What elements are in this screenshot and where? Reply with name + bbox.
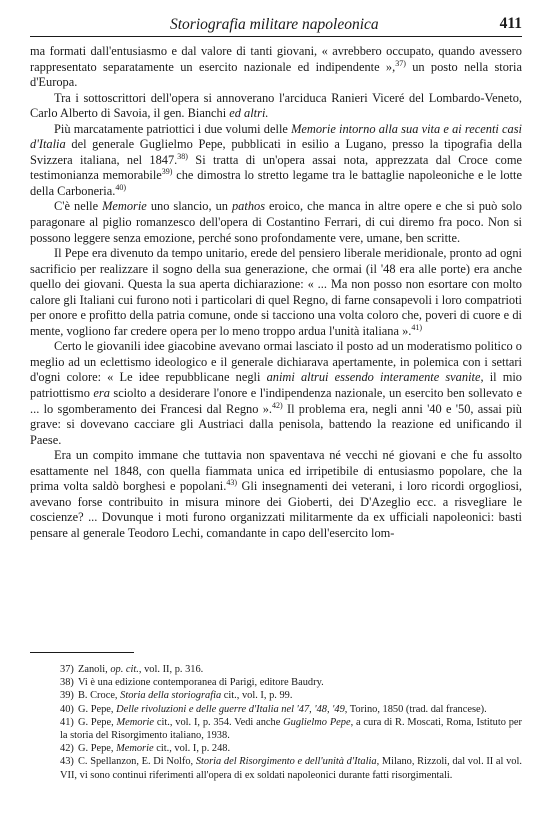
text-run: un posto nella storia d'Europa. (30, 59, 522, 90)
footnote-number: 42) (60, 743, 74, 755)
text-run: Il problema era, negli anni '40 e '50, assai più grave: si dovevano cacciare gli Austriaci dalla penisola, battendo la reazione ed unificando il Paese. (30, 401, 522, 447)
footnote-separator (30, 652, 134, 653)
footnote (30, 703, 522, 716)
text-run: Certo le giovanili idee giacobine avevano ormai lasciato il posto ad un moderatismo politico o meglio ad un eclettismo ideologico e il generale dichiarava apertamente, in polemica con i settari d'ogni colore: « Le idee repubblicane negli (30, 339, 522, 385)
footnote-reference: 40) (115, 182, 126, 192)
text-run: , Milano, Rizzoli, dal vol. II al vol. VII, vi sono continui riferimenti all'opera di ex soldati napoleonici durante fatti risorgimentali. (60, 756, 522, 781)
paragraph (30, 122, 522, 200)
footnote-number: 39) (60, 690, 74, 702)
text-run: del generale Guglielmo Pepe, pubblicati in esilio a Lugano, presso la tipografia della Svizzera italiana, nel 1847. (30, 137, 522, 167)
italic-text: era (93, 386, 110, 401)
running-title: Storiografia militare napoleonica (170, 16, 379, 33)
text-run: cit., vol. I, p. 354. Vedi anche (154, 716, 284, 728)
paragraph (30, 448, 522, 541)
text-run: Zanoli, (78, 664, 111, 675)
text-run: ma formati dall'entusiasmo e dal valore di tanti giovani, « avrebbero occupato, quando avessero rappresentato separatamente un esercito nazionale ed indipendente », (30, 44, 522, 74)
text-run: sciolto a desiderare l'onore e l'indipendenza nazionale, un esercito ben sollevato e ... lo sgomberamento dei Francesi dal Regno ». (30, 386, 523, 416)
page-header (30, 14, 522, 38)
footnote-reference: 37) (395, 58, 406, 68)
footnote (30, 676, 522, 689)
text-run: cit., vol. I, p. 99. (221, 690, 293, 702)
text-run: C'è nelle (54, 199, 103, 214)
text-run: Più marcatamente patriottici i due volumi delle (54, 121, 292, 136)
italic-text: Memorie intorno alla sua vita e ai recenti casi d'Italia (30, 121, 522, 152)
text-run: , a cura di R. Moscati, Roma, Istituto per la storia del Risorgimento italiano, 1938. (60, 716, 523, 742)
footnotes (30, 663, 522, 782)
paragraph (30, 199, 522, 246)
text-run: eroico, che manca in altre opere e che si può solo paragonare al piglio romanzesco dell'opera di Costantino Ferrari, di cui diremo fra poco. Non si possono leggere senza emozione, perché sono profondamente vere, umane, ben scritte. (30, 199, 522, 245)
footnote-number: 40) (60, 703, 74, 715)
text-run: , Torino, 1850 (trad. dal francese). (344, 703, 487, 715)
footnote-number: 38) (60, 677, 74, 689)
footnote-reference: 41) (411, 322, 423, 332)
body-text (30, 44, 522, 542)
footnote-reference: 39) (161, 167, 173, 177)
text-run: uno slancio, un (146, 199, 232, 214)
text-run: G. Pepe, (78, 716, 117, 728)
italic-text: ed altri. (229, 106, 269, 121)
paragraph (30, 44, 522, 91)
italic-text: Delle rivoluzioni e delle guerre d'Italia nel '47, '48, '49 (116, 703, 345, 715)
text-run: C. Spellanzon, E. Di Nolfo, (78, 756, 196, 768)
footnote (30, 716, 522, 742)
footnote (30, 742, 522, 755)
text-run: il mio patriottismo (30, 370, 523, 401)
italic-text: Storia della storiografia (120, 690, 222, 702)
footnote-number: 43) (60, 756, 74, 768)
page-number: 411 (499, 15, 522, 32)
paragraph (30, 91, 522, 122)
italic-text: op. cit. (110, 664, 139, 675)
text-run: G. Pepe, (78, 743, 117, 755)
text-run: Gli insegnamenti dei veterani, i loro ricordi orgogliosi, avevano forse contribuito in misura minore dei Gioberti, dei D'Azeglio ecc. a risvegliare le coscienze? ... Dovunque i moti furono organizzati militarmente da ex ufficiali napoleonici: basti pensare al generale Teodoro Lechi, comandante in capo dell'esercito lom- (30, 479, 522, 540)
text-run: B. Croce, (78, 690, 121, 702)
italic-text: Memorie (102, 199, 147, 214)
footnote (30, 663, 522, 676)
footnote-number: 37) (60, 664, 74, 675)
text-run: cit., vol. I, p. 248. (153, 743, 231, 755)
text-run: Vi è una edizione contemporanea di Parigi, editore Baudry. (78, 677, 324, 689)
text-run: Si tratta di un'opera assai nota, apprezzata dal Croce come testimonianza memorabile (30, 152, 522, 183)
footnote-reference: 42) (271, 400, 283, 410)
text-run: , vol. II, p. 316. (138, 664, 204, 675)
text-run: G. Pepe, (78, 703, 117, 715)
italic-text: Memorie (116, 716, 155, 728)
paragraph (30, 246, 522, 339)
footnote (30, 755, 522, 781)
footnote-number: 41) (60, 716, 74, 728)
footnote (30, 689, 522, 702)
text-run: che dimostra lo stretto legame tra le battaglie napoleoniche e le lotte della Carboneria. (30, 168, 522, 198)
footnote-reference: 38) (177, 151, 188, 161)
italic-text: animi altrui essendo interamente svanite, (266, 370, 484, 385)
italic-text: Guglielmo Pepe (283, 716, 351, 728)
footnote-reference: 43) (226, 478, 238, 488)
text-run: Era un compito immane che tuttavia non spaventava né vecchi né giovani e che fu assolto esattamente nel 1848, con quella fiammata unica ed irripetibile di entusiasmo popolare, che la prima volta saldò borghesi e popolani. (30, 448, 522, 494)
italic-text: Storia del Risorgimento e dell'unità d'Italia (195, 756, 377, 768)
text-run: Tra i sottoscrittori dell'opera si annoverano l'arciduca Ranieri Viceré del Lombardo-Veneto, Carlo Alberto di Savoia, il gen. Bianchi (30, 90, 522, 121)
italic-text: Memorie (116, 743, 154, 755)
italic-text: pathos (231, 199, 266, 214)
header-rule (30, 36, 522, 37)
text-run: Il Pepe era divenuto da tempo unitario, erede del pensiero liberale meridionale, pronto ad ogni sacrificio per realizzare il sogno della sua generazione, che ormai (il '48 era alle porte) era anche quello dei giovani. Questa la sua aperta dichiarazione: « ... Ma non posso non esortare con molto calore gli Italiani cui furono noti i particolari di quel Regno, di farne consapevoli i loro compatrioti per onore e profitto della patria comune, onde si tacciono una volta coloro che, poveri di cuore e di mente, vogliono far credere opera per lo meno troppo ardua l'unità italiana ». (30, 246, 522, 338)
paragraph (30, 339, 522, 448)
